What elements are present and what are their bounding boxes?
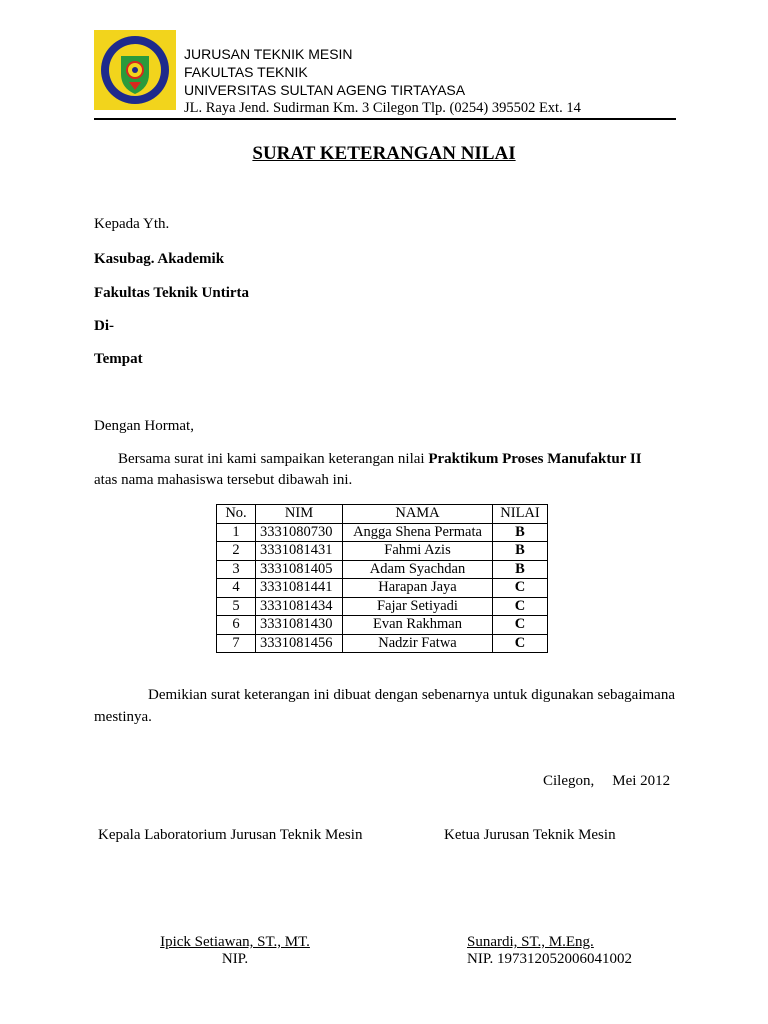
department-name: JURUSAN TEKNIK MESIN <box>184 46 353 62</box>
place-date <box>543 773 670 790</box>
header-no: No. <box>217 505 256 524</box>
cell-nim: 3331081405 <box>256 560 343 579</box>
intro-prefix: Bersama surat ini kami sampaikan keterangan nilai <box>118 451 429 467</box>
cell-nilai: B <box>493 542 548 561</box>
intro-line-2: atas nama mahasiswa tersebut dibawah ini. <box>94 472 353 488</box>
letterhead-divider <box>94 118 676 120</box>
intro-line-1 <box>118 451 642 468</box>
cell-no: 3 <box>217 560 256 579</box>
cell-nama: Fahmi Azis <box>343 542 493 561</box>
closing-paragraph: Demikian surat keterangan ini dibuat dengan sebenarnya untuk digunakan sebagaimana mestinya. <box>94 687 675 725</box>
cell-no: 5 <box>217 597 256 616</box>
recipient-greeting: Kepada Yth. <box>94 216 170 232</box>
table-row <box>217 542 548 561</box>
cell-nama: Angga Shena Permata <box>343 523 493 542</box>
cell-nim: 3331080730 <box>256 523 343 542</box>
grades-table <box>216 504 548 653</box>
recipient-line-2: Fakultas Teknik Untirta <box>94 285 250 301</box>
document-title: SURAT KETERANGAN NILAI <box>252 143 516 164</box>
cell-nama: Evan Rakhman <box>343 616 493 635</box>
cell-nilai: B <box>493 523 548 542</box>
cell-nilai: C <box>493 579 548 598</box>
recipient-line-4: Tempat <box>94 351 143 367</box>
cell-nim: 3331081430 <box>256 616 343 635</box>
recipient-line-1: Kasubag. Akademik <box>94 251 225 267</box>
recipient-line-3: Di- <box>94 318 114 334</box>
signature-left-nip: NIP. <box>221 951 249 967</box>
header-nilai: NILAI <box>493 505 548 524</box>
cell-nilai: C <box>493 634 548 653</box>
signature-left-title: Kepala Laboratorium Jurusan Teknik Mesin <box>98 827 363 843</box>
date: Mei 2012 <box>612 773 671 789</box>
cell-nama: Harapan Jaya <box>343 579 493 598</box>
cell-nilai: B <box>493 560 548 579</box>
signature-right-block <box>467 934 632 968</box>
table-row <box>217 579 548 598</box>
university-logo <box>94 30 176 110</box>
cell-nilai: C <box>493 597 548 616</box>
table-row <box>217 560 548 579</box>
table-row <box>217 616 548 635</box>
cell-nama: Adam Syachdan <box>343 560 493 579</box>
address-line: JL. Raya Jend. Sudirman Km. 3 Cilegon Tlp. (0254) 395502 Ext. 14 <box>184 100 581 116</box>
course-name: Praktikum Proses Manufaktur II <box>428 451 642 467</box>
header-nim: NIM <box>256 505 343 524</box>
cell-no: 1 <box>217 523 256 542</box>
table-row <box>217 634 548 653</box>
signature-right-nip: NIP. 197312052006041002 <box>467 951 633 967</box>
signature-right-name: Sunardi, ST., M.Eng. <box>467 934 594 950</box>
signature-left-block <box>100 934 370 968</box>
cell-no: 2 <box>217 542 256 561</box>
faculty-name: FAKULTAS TEKNIK <box>184 64 308 80</box>
cell-no: 4 <box>217 579 256 598</box>
cell-nilai: C <box>493 616 548 635</box>
table-header-row <box>217 505 548 524</box>
university-name: UNIVERSITAS SULTAN AGENG TIRTAYASA <box>184 82 466 98</box>
cell-nim: 3331081456 <box>256 634 343 653</box>
cell-nim: 3331081431 <box>256 542 343 561</box>
table-row <box>217 597 548 616</box>
salutation: Dengan Hormat, <box>94 418 194 434</box>
cell-nim: 3331081441 <box>256 579 343 598</box>
cell-nim: 3331081434 <box>256 597 343 616</box>
signature-right-title: Ketua Jurusan Teknik Mesin <box>444 827 616 843</box>
cell-no: 6 <box>217 616 256 635</box>
cell-nama: Nadzir Fatwa <box>343 634 493 653</box>
cell-nama: Fajar Setiyadi <box>343 597 493 616</box>
header-nama: NAMA <box>343 505 493 524</box>
place: Cilegon, <box>543 773 595 789</box>
cell-no: 7 <box>217 634 256 653</box>
letterhead <box>184 45 581 117</box>
signature-left-name: Ipick Setiawan, ST., MT. <box>160 934 310 950</box>
table-row <box>217 523 548 542</box>
